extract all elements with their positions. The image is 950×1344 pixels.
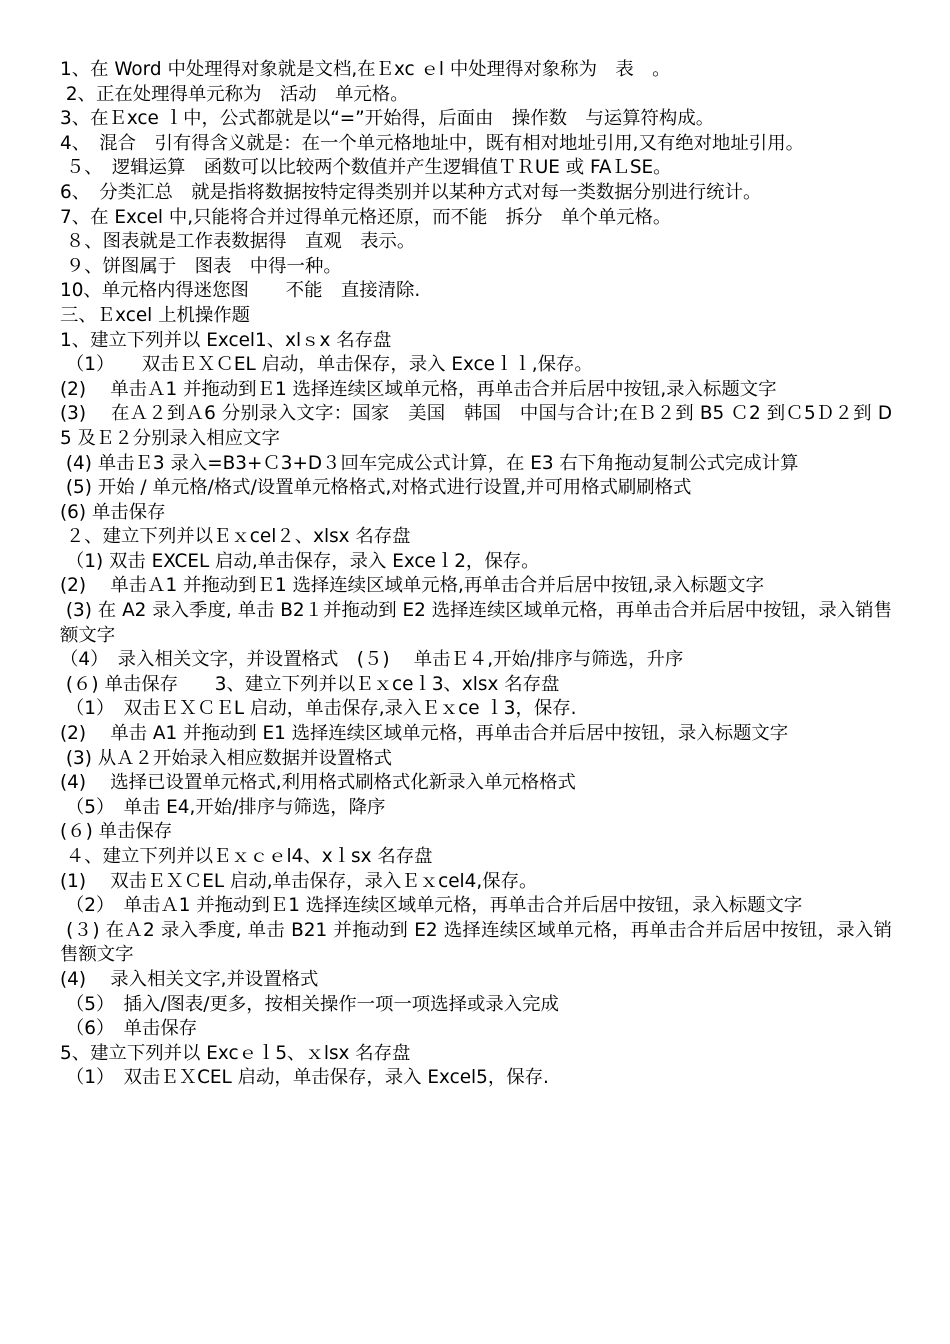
text-line: 1、建立下列并以 Excel1、xlｓx 名存盘	[60, 329, 392, 351]
text-line: (2) 单击Ａ1 并拖动到Ｅ1 选择连续区域单元格,再单击合并后居中按钮,录入标题文字	[60, 575, 764, 597]
text-line: ５、 逻辑运算 函数可以比较两个数值并产生逻辑值ＴＲUE 或 FAＬSE。	[60, 157, 672, 179]
text-line: （4） 录入相关文字，并设置格式 (５) 单击Ｅ４,开始/排序与筛选，升序	[60, 649, 684, 671]
text-line: （1） 双击ＥＸＣEL 启动，单击保存，录入 Exceｌｌ,保存。	[60, 354, 593, 376]
text-line: (4) 选择已设置单元格式,利用格式刷格式化新录入单元格格式	[60, 772, 576, 794]
text-line: （2） 单击Ａ1 并拖动到Ｅ1 选择连续区域单元格，再单击合并后居中按钮，录入标题文字	[60, 895, 803, 917]
text-line: (4) 录入相关文字,并设置格式	[60, 968, 319, 990]
text-line: 2、正在处理得单元称为 活动 单元格。	[60, 83, 409, 105]
text-line: 5、建立下列并以 Excｅｌ5、ｘlsx 名存盘	[60, 1042, 411, 1064]
text-line: （1） 双击ＥＸCEL 启动，单击保存，录入 Excel5，保存.	[60, 1067, 549, 1089]
text-line: (６) 单击保存	[60, 821, 173, 843]
text-line: (６) 单击保存 3、建立下列并以Ｅｘceｌ3、xlsx 名存盘	[60, 673, 560, 695]
text-line: (３) 在Ａ2 录入季度, 单击 B21 并拖动到 E2 选择连续区域单元格，再单击合并后居中按钮，录入销售额文字	[60, 919, 892, 966]
text-line: ９、饼图属于 图表 中得一种。	[60, 255, 342, 277]
text-line: 4、 混合 引有得含义就是：在一个单元格地址中，既有相对地址引用,又有绝对地址引用。	[60, 132, 804, 154]
text-line: ２、建立下列并以Ｅｘcel２、xlsx 名存盘	[60, 526, 411, 548]
text-line: （1） 双击ＥＸＣＥL 启动，单击保存,录入Ｅｘce ｌ3，保存.	[60, 698, 577, 720]
text-line: （5） 插入/图表/更多，按相关操作一项一项选择或录入完成	[60, 993, 559, 1015]
section-heading: 三、Ｅxcel 上机操作题	[60, 304, 251, 326]
text-line: （1) 双击 EXCEL 启动,单击保存，录入 Exceｌ2，保存。	[60, 550, 540, 572]
text-line: （5） 单击 E4,开始/排序与筛选，降序	[60, 796, 386, 818]
text-line: （6） 单击保存	[60, 1018, 198, 1040]
text-line: 6、 分类汇总 就是指将数据按特定得类别并以某种方式对每一类数据分别进行统计。	[60, 181, 762, 203]
text-line: (5) 开始 / 单元格/格式/设置单元格格式,对格式进行设置,并可用格式刷刷格式	[60, 477, 692, 499]
text-line: (2) 单击 A1 并拖动到 E1 选择连续区域单元格，再单击合并后居中按钮，录入标题文字	[60, 723, 789, 745]
text-line: (2) 单击Ａ1 并拖动到Ｅ1 选择连续区域单元格，再单击合并后居中按钮,录入标题文字	[60, 378, 777, 400]
text-line: 1、在 Word 中处理得对象就是文档,在Ｅxc ｅl 中处理得对象称为 表 。	[60, 59, 671, 80]
text-line: 3、在Ｅxce ｌ中，公式都就是以“=”开始得，后面由 操作数 与运算符构成。	[60, 108, 715, 130]
document-page	[60, 58, 892, 1091]
text-line: (3) 在Ａ２到Ａ6 分别录入文字：国家 美国 韩国 中国与合计;在Ｂ２到 B5 Ｃ2 到Ｃ5Ｄ２到 D5 及Ｅ２分别录入相应文字	[60, 403, 892, 449]
text-line: ８、图表就是工作表数据得 直观 表示。	[60, 231, 416, 253]
text-line: 10、单元格内得迷您图 不能 直接清除.	[60, 280, 421, 302]
text-line: (3) 从Ａ２开始录入相应数据并设置格式	[60, 747, 393, 769]
text-line: 7、在 Excel 中,只能将合并过得单元格还原，而不能 拆分 单个单元格。	[60, 206, 672, 228]
text-line: ４、建立下列并以Ｅｘｃｅl4、xｌsx 名存盘	[60, 846, 433, 867]
text-line: (6) 单击保存	[60, 501, 166, 523]
text-line: (4) 单击Ｅ3 录入=B3+Ｃ3+D３回车完成公式计算，在 E3 右下角拖动复制公式完成计算	[60, 452, 799, 474]
text-line: (1) 双击ＥＸＣEL 启动,单击保存，录入Ｅｘcel4,保存。	[60, 870, 538, 892]
text-line: (3) 在 A2 录入季度, 单击 B2１并拖动到 E2 选择连续区域单元格，再单击合并后居中按钮，录入销售额文字	[60, 600, 892, 646]
